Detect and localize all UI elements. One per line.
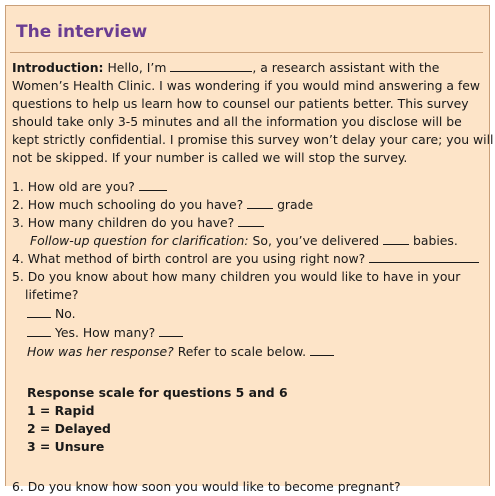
question-2 (12, 196, 313, 214)
response-blank (310, 343, 334, 356)
section-title: The interview (16, 22, 148, 42)
question-4 (12, 250, 479, 268)
intro-line-6: not be skipped. If your number is called we will stop the survey. (12, 150, 408, 165)
children-blank (238, 214, 264, 227)
response-label: How was her response? (27, 344, 174, 359)
intro-text-1b: , a research assistant with the (252, 60, 440, 75)
option-yes-label: Yes. How many? (54, 325, 156, 340)
question-3-text: 3. How many children do you have? (12, 215, 235, 230)
scale-heading: Response scale for questions 5 and 6 (27, 385, 288, 400)
question-5-option-no (27, 305, 76, 323)
followup-label: Follow-up question for clarification: (30, 233, 249, 248)
delivered-blank (383, 232, 409, 245)
question-1-text: 1. How old are you? (12, 179, 135, 194)
option-no-label: No. (54, 306, 76, 321)
age-blank (139, 178, 167, 191)
question-3 (12, 214, 264, 232)
intro-line-4: should take only 3-5 minutes and all the information you disclose will be (12, 114, 462, 129)
yes-blank (27, 324, 51, 337)
question-5-response (27, 343, 334, 361)
babies-label: babies. (413, 233, 458, 248)
intro-label: Introduction: (12, 60, 104, 75)
question-5-option-yes (27, 324, 183, 342)
schooling-blank (247, 196, 273, 209)
intro-text-1a: Hello, I’m (107, 60, 167, 75)
response-text: Refer to scale below. (177, 344, 307, 359)
question-5-line-1: 5. Do you know about how many children you would like to have in your (12, 269, 461, 284)
title-divider (10, 52, 483, 53)
interview-panel (5, 5, 494, 494)
intro-line-5: kept strictly confidential. I promise this survey won’t delay your care; you will (12, 132, 494, 147)
grade-label: grade (277, 197, 314, 212)
intro-line-1 (12, 59, 439, 77)
how-many-blank (159, 324, 183, 337)
name-blank (170, 59, 252, 72)
scale-item-1: 1 = Rapid (27, 403, 95, 418)
scale-item-3: 3 = Unsure (27, 439, 105, 454)
intro-line-3: questions to help us learn how to counsel our patients better. This survey (12, 96, 469, 111)
question-3-followup (30, 232, 458, 250)
intro-line-2: Women’s Health Clinic. I was wondering if you would mind answering a few (12, 78, 481, 93)
question-5-line-2: lifetime? (25, 287, 79, 302)
no-blank (27, 305, 51, 318)
scale-item-2: 2 = Delayed (27, 421, 111, 436)
question-1 (12, 178, 167, 196)
question-2-text: 2. How much schooling do you have? (12, 197, 244, 212)
followup-text: So, you’ve delivered (252, 233, 380, 248)
birth-control-blank (369, 250, 479, 263)
question-4-text: 4. What method of birth control are you using right now? (12, 251, 366, 266)
question-6-partial: 6. Do you know how soon you would like to become pregnant? (12, 479, 401, 494)
